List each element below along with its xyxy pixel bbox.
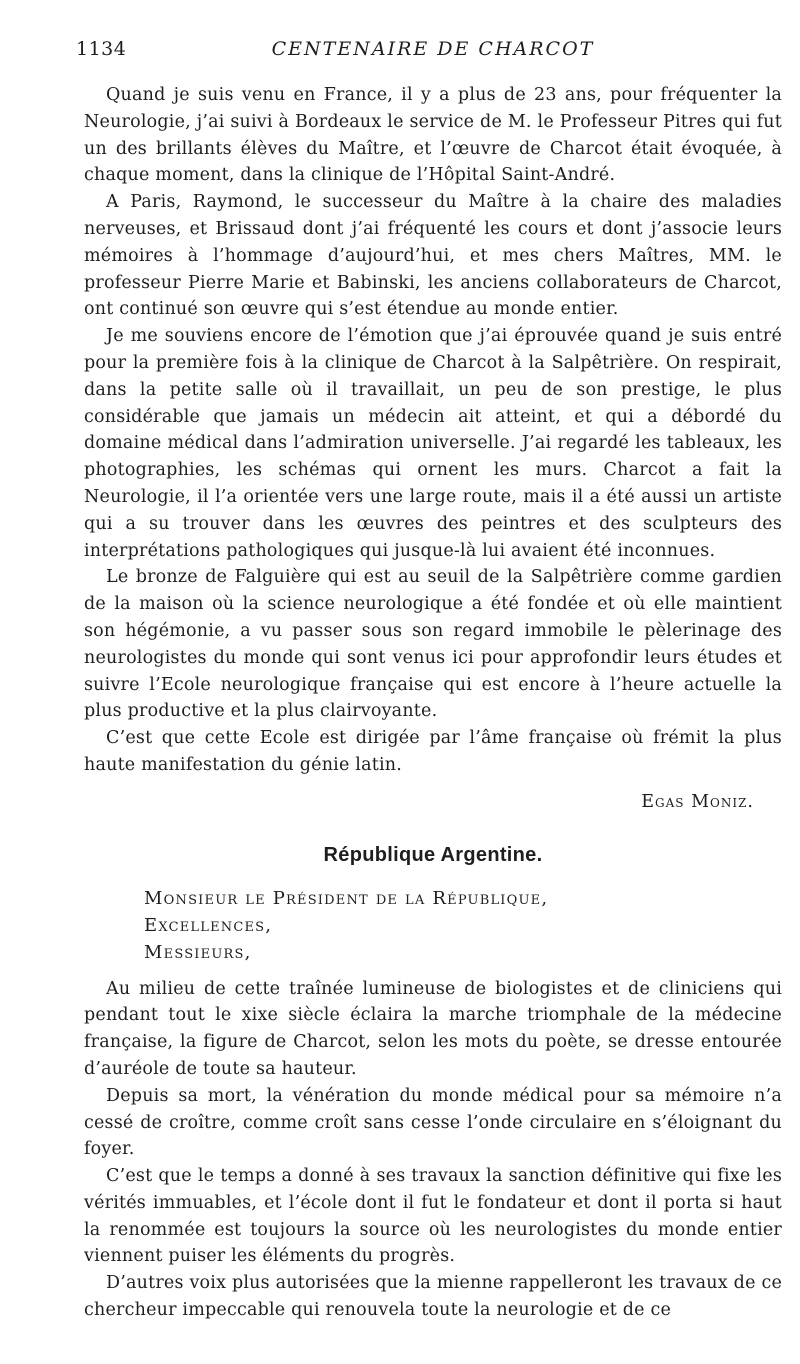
second-section-body [84,976,782,1324]
document-page [76,38,782,1324]
page-number: 1134 [76,38,127,60]
section-title: République Argentine. [323,843,543,866]
paragraph: C’est que le temps a donné à ses travaux la sanction définitive qui fixe les vérités immuables, et l’école dont il fut le fondateur et dont il porta si haut la renommée est toujours la source où les neurologistes du monde entier viennent puiser les éléments du progrès. [84,1166,782,1267]
paragraph: C’est que cette Ecole est dirigée par l’âme française où frémit la plus haute manifestation du génie latin. [84,728,782,775]
paragraph: Le bronze de Falguière qui est au seuil de la Salpêtrière comme gardien de la maison où la science neurologique a été fondée et où elle maintient son hégémonie, a vu passer sous son regard immobile le pèlerinage des neurologistes du monde qui sont venus ici pour approfondir leurs études et suivre l’Ecole neurologique française qui est encore à l’heure actuelle la plus productive et la plus clairvoyante. [84,567,782,722]
paragraph: Au milieu de cette traînée lumineuse de biologistes et de cliniciens qui pendant tout le xixe siècle éclaira la marche triomphale de la médecine française, la figure de Charcot, selon les mots du poète, se dresse entourée d’auréole de toute sa hauteur. [84,978,782,1079]
paragraph: D’autres voix plus autorisées que la mienne rappelleront les travaux de ce chercheur impeccable qui renouvela toute la neurologie et de ce [84,1273,782,1321]
running-head: CENTENAIRE DE CHARCOT [271,38,595,60]
paragraph: Depuis sa mort, la vénération du monde médical pour sa mémoire n’a cessé de croître, comme croît sans cesse l’onde circulaire en s’éloignant du foyer. [84,1085,782,1160]
signature: Egas Moniz. [641,791,754,812]
paragraph: Quand je suis venu en France, il y a plus de 23 ans, pour fréquenter la Neurologie, j’ai suivi à Bordeaux le service de M. le Professeur Pitres qui fut un des brillants élèves du Maître, et l’œuvre de Charcot était évoquée, à chaque moment, dans la clinique de l’Hôpital Saint-André. [84,85,782,186]
paragraph: A Paris, Raymond, le successeur du Maître à la chaire des maladies nerveuses, et Brissaud dont j’ai fréquenté les cours et dont j’associe leurs mémoires à l’hommage d’aujourd’hui, et mes chers Maîtres, MM. le professeur Pierre Marie et Babinski, les anciens collaborateurs de Charcot, ont continué son œuvre qui s’est étendue au monde entier. [84,192,782,320]
first-letter-body [84,82,782,816]
paragraph: Je me souviens encore de l’émotion que j’ai éprouvée quand je suis entré pour la première fois à la clinique de Charcot à la Salpêtrière. On respirait, dans la petite salle où il travaillait, un peu de son prestige, le plus considérable que jamais un médecin ait atteint, et qui a débordé du domaine médical dans l’admiration universelle. J’ai regardé les tableaux, les photographies, les schémas qui ornent les murs. Charcot a fait la Neurologie, il l’a orientée vers une large route, mais il a été aussi un artiste qui a su trouver dans les œuvres des peintres et des sculpteurs des interprétations pathologiques qui jusque-là lui avaient été inconnues. [84,326,782,561]
salutation-block [144,885,782,966]
salutation-line: Excellences, [144,914,273,936]
salutation-line: Messieurs, [144,941,252,963]
salutation-line: Monsieur le Président de la République, [144,887,549,909]
page-header [76,38,782,68]
